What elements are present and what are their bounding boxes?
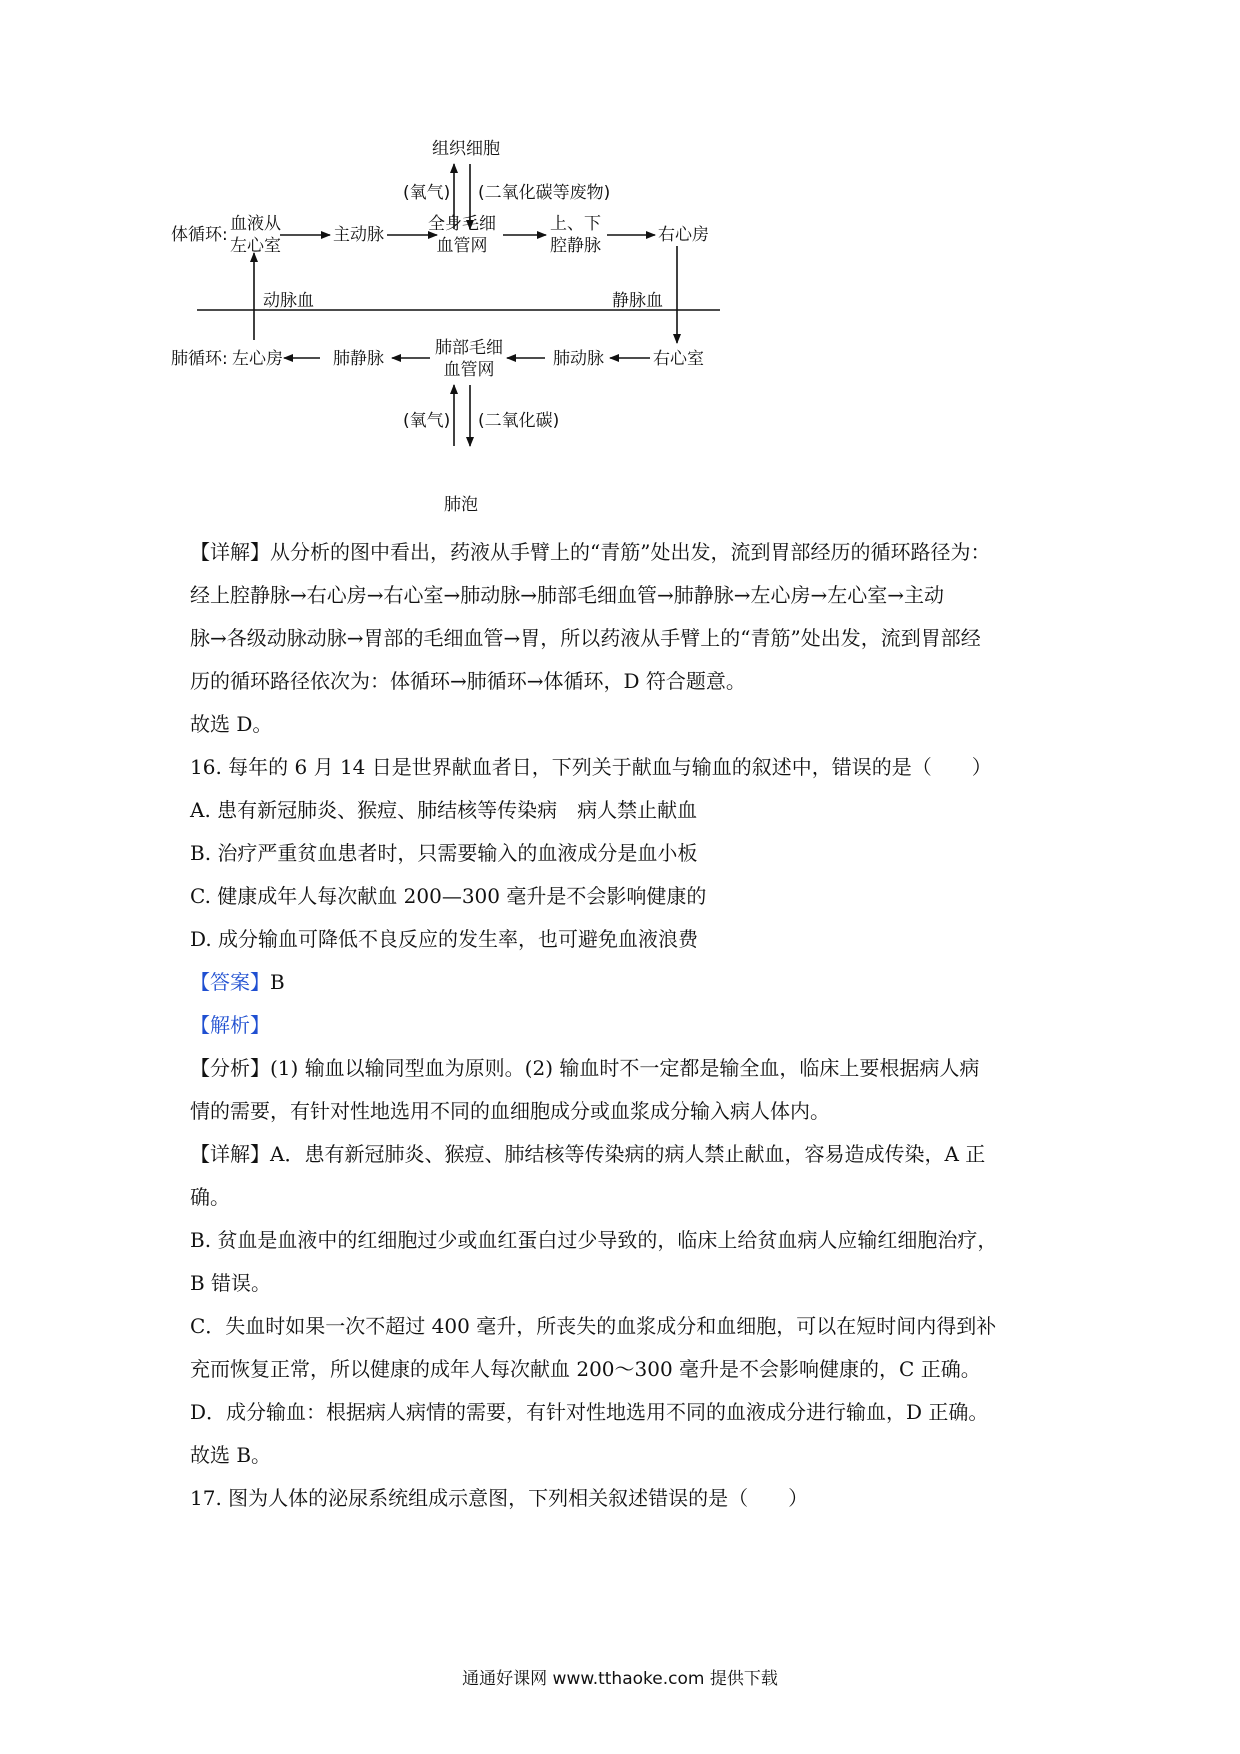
label-aorta: 主动脉 [333,225,384,245]
paragraph-line: B 错误。 [190,1271,272,1295]
label-tissue-cell: 组织细胞 [432,139,500,159]
paragraph-line: 充而恢复正常，所以健康的成年人每次献血 200～300 毫升是不会影响健康的，C 正确。 [190,1357,981,1381]
answer-value: B [270,970,285,994]
label-right-atrium: 右心房 [658,225,709,245]
label-line: 血液从 [230,214,281,234]
label-oxygen-top: (氧气) [403,183,451,203]
page-footer: 通通好课网 www.tthaoke.com 提供下载 [462,1669,778,1689]
paragraph-detail-1 [190,531,1062,574]
label-line: 血管网 [443,360,495,380]
answer-tag: 【答案】 [190,970,270,994]
label-right-ventricle: 右心室 [653,349,704,369]
paragraph-line: 脉→各级动脉动脉→胃部的毛细血管→胃，所以药液从手臂上的“青筋”处出发，流到胃部经 [190,626,981,650]
label-body-capillaries [428,213,496,257]
label-line: 上、下 [550,214,601,234]
label-systemic-circulation: 体循环: [171,225,228,245]
label-pulmonary-vein: 肺静脉 [333,349,384,369]
label-blood-from-left-ventricle [230,213,281,257]
label-line: 腔静脉 [550,236,601,256]
option-c: C. 健康成年人每次献血 200—300 毫升是不会影响健康的 [190,884,707,908]
label-alveoli: 肺泡 [444,495,478,515]
label-vena-cava [550,213,601,257]
conclusion: 故选 D。 [190,712,273,736]
paragraph-line: 历的循环路径依次为：体循环→肺循环→体循环，D 符合题意。 [190,669,746,693]
document-body [190,531,1062,1520]
label-lung-capillaries [435,337,503,381]
analysis-tag: 【解析】 [190,1013,270,1037]
paragraph-line: D．成分输血：根据病人病情的需要，有针对性地选用不同的血液成分进行输血，D 正确。 [190,1400,989,1424]
paragraph-analysis [190,1047,1062,1090]
answer-line [190,961,1062,1004]
label-line: 全身毛细 [428,214,496,234]
label-co2: (二氧化碳) [478,411,560,431]
paragraph-detail-2 [190,1133,1062,1176]
question-16: 16. 每年的 6 月 14 日是世界献血者日，下列关于献血与输血的叙述中，错误的是（ ） [190,755,992,779]
label-venous-blood: 静脉血 [612,291,663,311]
label-pulmonary-artery: 肺动脉 [553,349,604,369]
paragraph-line: 经上腔静脉→右心房→右心室→肺动脉→肺部毛细血管→肺静脉→左心房→左心室→主动 [190,583,945,607]
label-co2-waste: (二氧化碳等废物) [478,183,611,203]
label-line: 左心室 [230,236,281,256]
option-d: D. 成分输血可降低不良反应的发生率，也可避免血液浪费 [190,927,699,951]
detail-tag: 【详解】 [190,540,270,564]
question-17: 17. 图为人体的泌尿系统组成示意图，下列相关叙述错误的是（ ） [190,1486,809,1510]
option-a: A. 患有新冠肺炎、猴痘、肺结核等传染病 病人禁止献血 [190,798,698,822]
label-arterial-blood: 动脉血 [263,291,314,311]
detail-text: 从分析的图中看出，药液从手臂上的“青筋”处出发，流到胃部经历的循环路径为： [270,540,991,564]
detail-text: A．患有新冠肺炎、猴痘、肺结核等传染病的病人禁止献血，容易造成传染，A 正 [270,1142,986,1166]
label-line: 血管网 [436,236,488,256]
label-line: 肺部毛细 [435,338,503,358]
paragraph-line: 情的需要，有针对性地选用不同的血细胞成分或血浆成分输入病人体内。 [190,1099,830,1123]
label-oxygen-bottom: (氧气) [403,411,451,431]
paragraph-line: 确。 [190,1185,230,1209]
fenxi-tag: 【分析】 [190,1056,270,1080]
option-b: B. 治疗严重贫血患者时，只需要输入的血液成分是血小板 [190,841,698,865]
label-pulmonary-circulation: 肺循环: [171,349,228,369]
conclusion: 故选 B。 [190,1443,272,1467]
detail-tag: 【详解】 [190,1142,270,1166]
fenxi-text: (1) 输血以输同型血为原则。(2) 输血时不一定都是输全血，临床上要根据病人病 [270,1056,980,1080]
blood-circulation-diagram [171,138,820,523]
label-left-atrium: 左心房 [232,349,283,369]
paragraph-line: C．失血时如果一次不超过 400 毫升，所丧失的血浆成分和血细胞，可以在短时间内得到补 [190,1314,997,1338]
paragraph-line: B. 贫血是血液中的红细胞过少或血红蛋白过少导致的，临床上给贫血病人应输红细胞治疗， [190,1228,998,1252]
